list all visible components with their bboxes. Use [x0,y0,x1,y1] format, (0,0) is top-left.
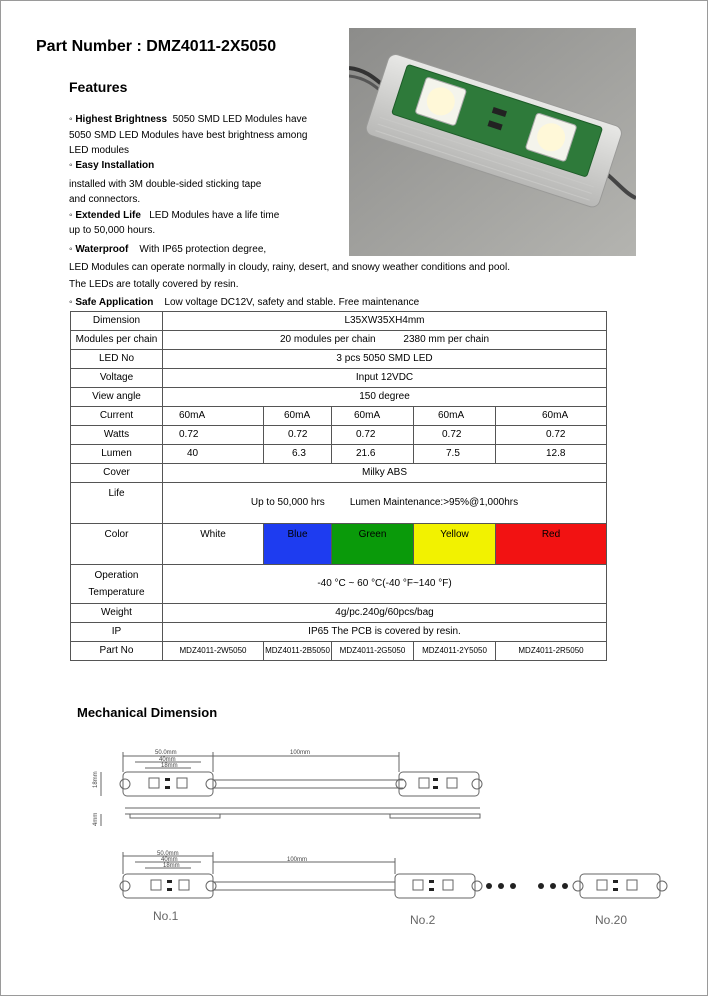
module-no1-label: No.1 [153,909,179,923]
feature-safe: ◦ Safe Application Low voltage DC12V, safety and stable. Free maintenance [69,297,420,308]
color-green: Green [332,524,414,565]
part-no-cell: MDZ4011-2R5050 [496,642,607,661]
module-no20-label: No.20 [595,913,628,927]
view-angle-value: 150 degree [163,388,607,407]
mechanical-heading: Mechanical Dimension [77,705,218,720]
modules-label: Modules per chain [71,331,163,350]
feature-waterproof: ◦ Waterproof With IP65 protection degree, [69,244,267,255]
watts-cell: 0.72 [496,426,607,445]
feature-installation: ◦ Easy Installation [69,160,155,171]
table-row [71,642,607,661]
table-row [71,350,607,369]
modules-value: 20 modules per chain 2380 mm per chain [163,331,607,350]
color-white: White [163,524,264,565]
table-row [71,407,607,426]
feature-brightness: ◦ Highest Brightness 5050 SMD LED Modules have [69,114,308,125]
table-row [71,388,607,407]
current-cell: 60mA [496,407,607,426]
life-label: Life [71,483,163,524]
current-cell: 60mA [332,407,414,426]
operation-temperature-label: Operation Temperature [71,565,163,604]
current-cell: 60mA [163,407,264,426]
dim-50-label: 50.0mm [157,851,179,857]
table-row [71,623,607,642]
part-no-cell: MDZ4011-2G5050 [332,642,414,661]
view-angle-label: View angle [71,388,163,407]
part-no-label: Part No [71,642,163,661]
table-row [71,369,607,388]
feature-life-text: up to 50,000 hours. [69,225,156,236]
feature-installation-text: installed with 3M double-sided sticking tape [69,179,262,190]
dim-18-label: 18mm [161,763,178,769]
watts-cell: 0.72 [332,426,414,445]
table-row [71,524,607,565]
current-cell: 60mA [414,407,496,426]
dim-18-label: 18mm [163,863,180,869]
cover-value: Milky ABS [163,464,607,483]
voltage-value: Input 12VDC [163,369,607,388]
part-no-cell: MDZ4011-2B5050 [264,642,332,661]
current-label: Current [71,407,163,426]
weight-label: Weight [71,604,163,623]
ip-value: IP65 The PCB is covered by resin. [163,623,607,642]
module-no2-label: No.2 [410,913,436,927]
ip-label: IP [71,623,163,642]
ledno-value: 3 pcs 5050 SMD LED [163,350,607,369]
module-outline [123,772,213,796]
feature-installation-text: and connectors. [69,194,141,205]
cover-label: Cover [71,464,163,483]
mechanical-drawing [85,742,675,937]
dim-40-label: 40mm [159,757,176,763]
spec-table [70,311,607,661]
table-row [71,464,607,483]
lumen-cell: 12.8 [496,445,607,464]
page-title: Part Number : DMZ4011-2X5050 [36,38,277,55]
feature-life: ◦ Extended Life LED Modules have a life time [69,210,280,221]
table-row [71,312,607,331]
watts-label: Watts [71,426,163,445]
dim-50-label: 50.0mm [155,750,177,756]
lumen-cell: 21.6 [332,445,414,464]
table-row [71,565,607,604]
dim-height-label: 18mm [93,771,99,788]
table-row [71,483,607,524]
dimension-value: L35XW35XH4mm [163,312,607,331]
color-red: Red [496,524,607,565]
lumen-cell: 7.5 [414,445,496,464]
part-no-cell: MDZ4011-2Y5050 [414,642,496,661]
table-row [71,331,607,350]
feature-waterproof-text: LED Modules can operate normally in cloudy, rainy, desert, and snowy weather conditions and pool. [69,262,510,273]
watts-cell: 0.72 [414,426,496,445]
watts-cell: 0.72 [264,426,332,445]
lumen-cell: 6.3 [264,445,332,464]
table-row [71,445,607,464]
color-blue: Blue [264,524,332,565]
dim-100-label: 100mm [287,857,308,863]
lumen-label: Lumen [71,445,163,464]
part-no-cell: MDZ4011-2W5050 [163,642,264,661]
lumen-cell: 40 [163,445,264,464]
feature-brightness-text: 5050 SMD LED Modules have best brightness among [69,130,308,141]
feature-waterproof-text: The LEDs are totally covered by resin. [69,279,239,290]
operation-temperature-value: -40 °C ~ 60 °C(-40 °F~140 °F) [163,565,607,604]
current-cell: 60mA [264,407,332,426]
color-yellow: Yellow [414,524,496,565]
dim-100-label: 100mm [290,750,311,756]
feature-brightness-text: LED modules [69,145,130,156]
voltage-label: Voltage [71,369,163,388]
life-value: Up to 50,000 hrs Lumen Maintenance:>95%@1,000hrs [163,483,607,524]
features-heading: Features [69,79,128,95]
table-row [71,426,607,445]
color-label: Color [71,524,163,565]
dimension-label: Dimension [71,312,163,331]
table-row [71,604,607,623]
weight-value: 4g/pc.240g/60pcs/bag [163,604,607,623]
watts-cell: 0.72 [163,426,264,445]
ledno-label: LED No [71,350,163,369]
dim-40-label: 40mm [161,857,178,863]
dim-thickness-label: 4mm [93,812,99,826]
led-module-photo [349,28,636,256]
